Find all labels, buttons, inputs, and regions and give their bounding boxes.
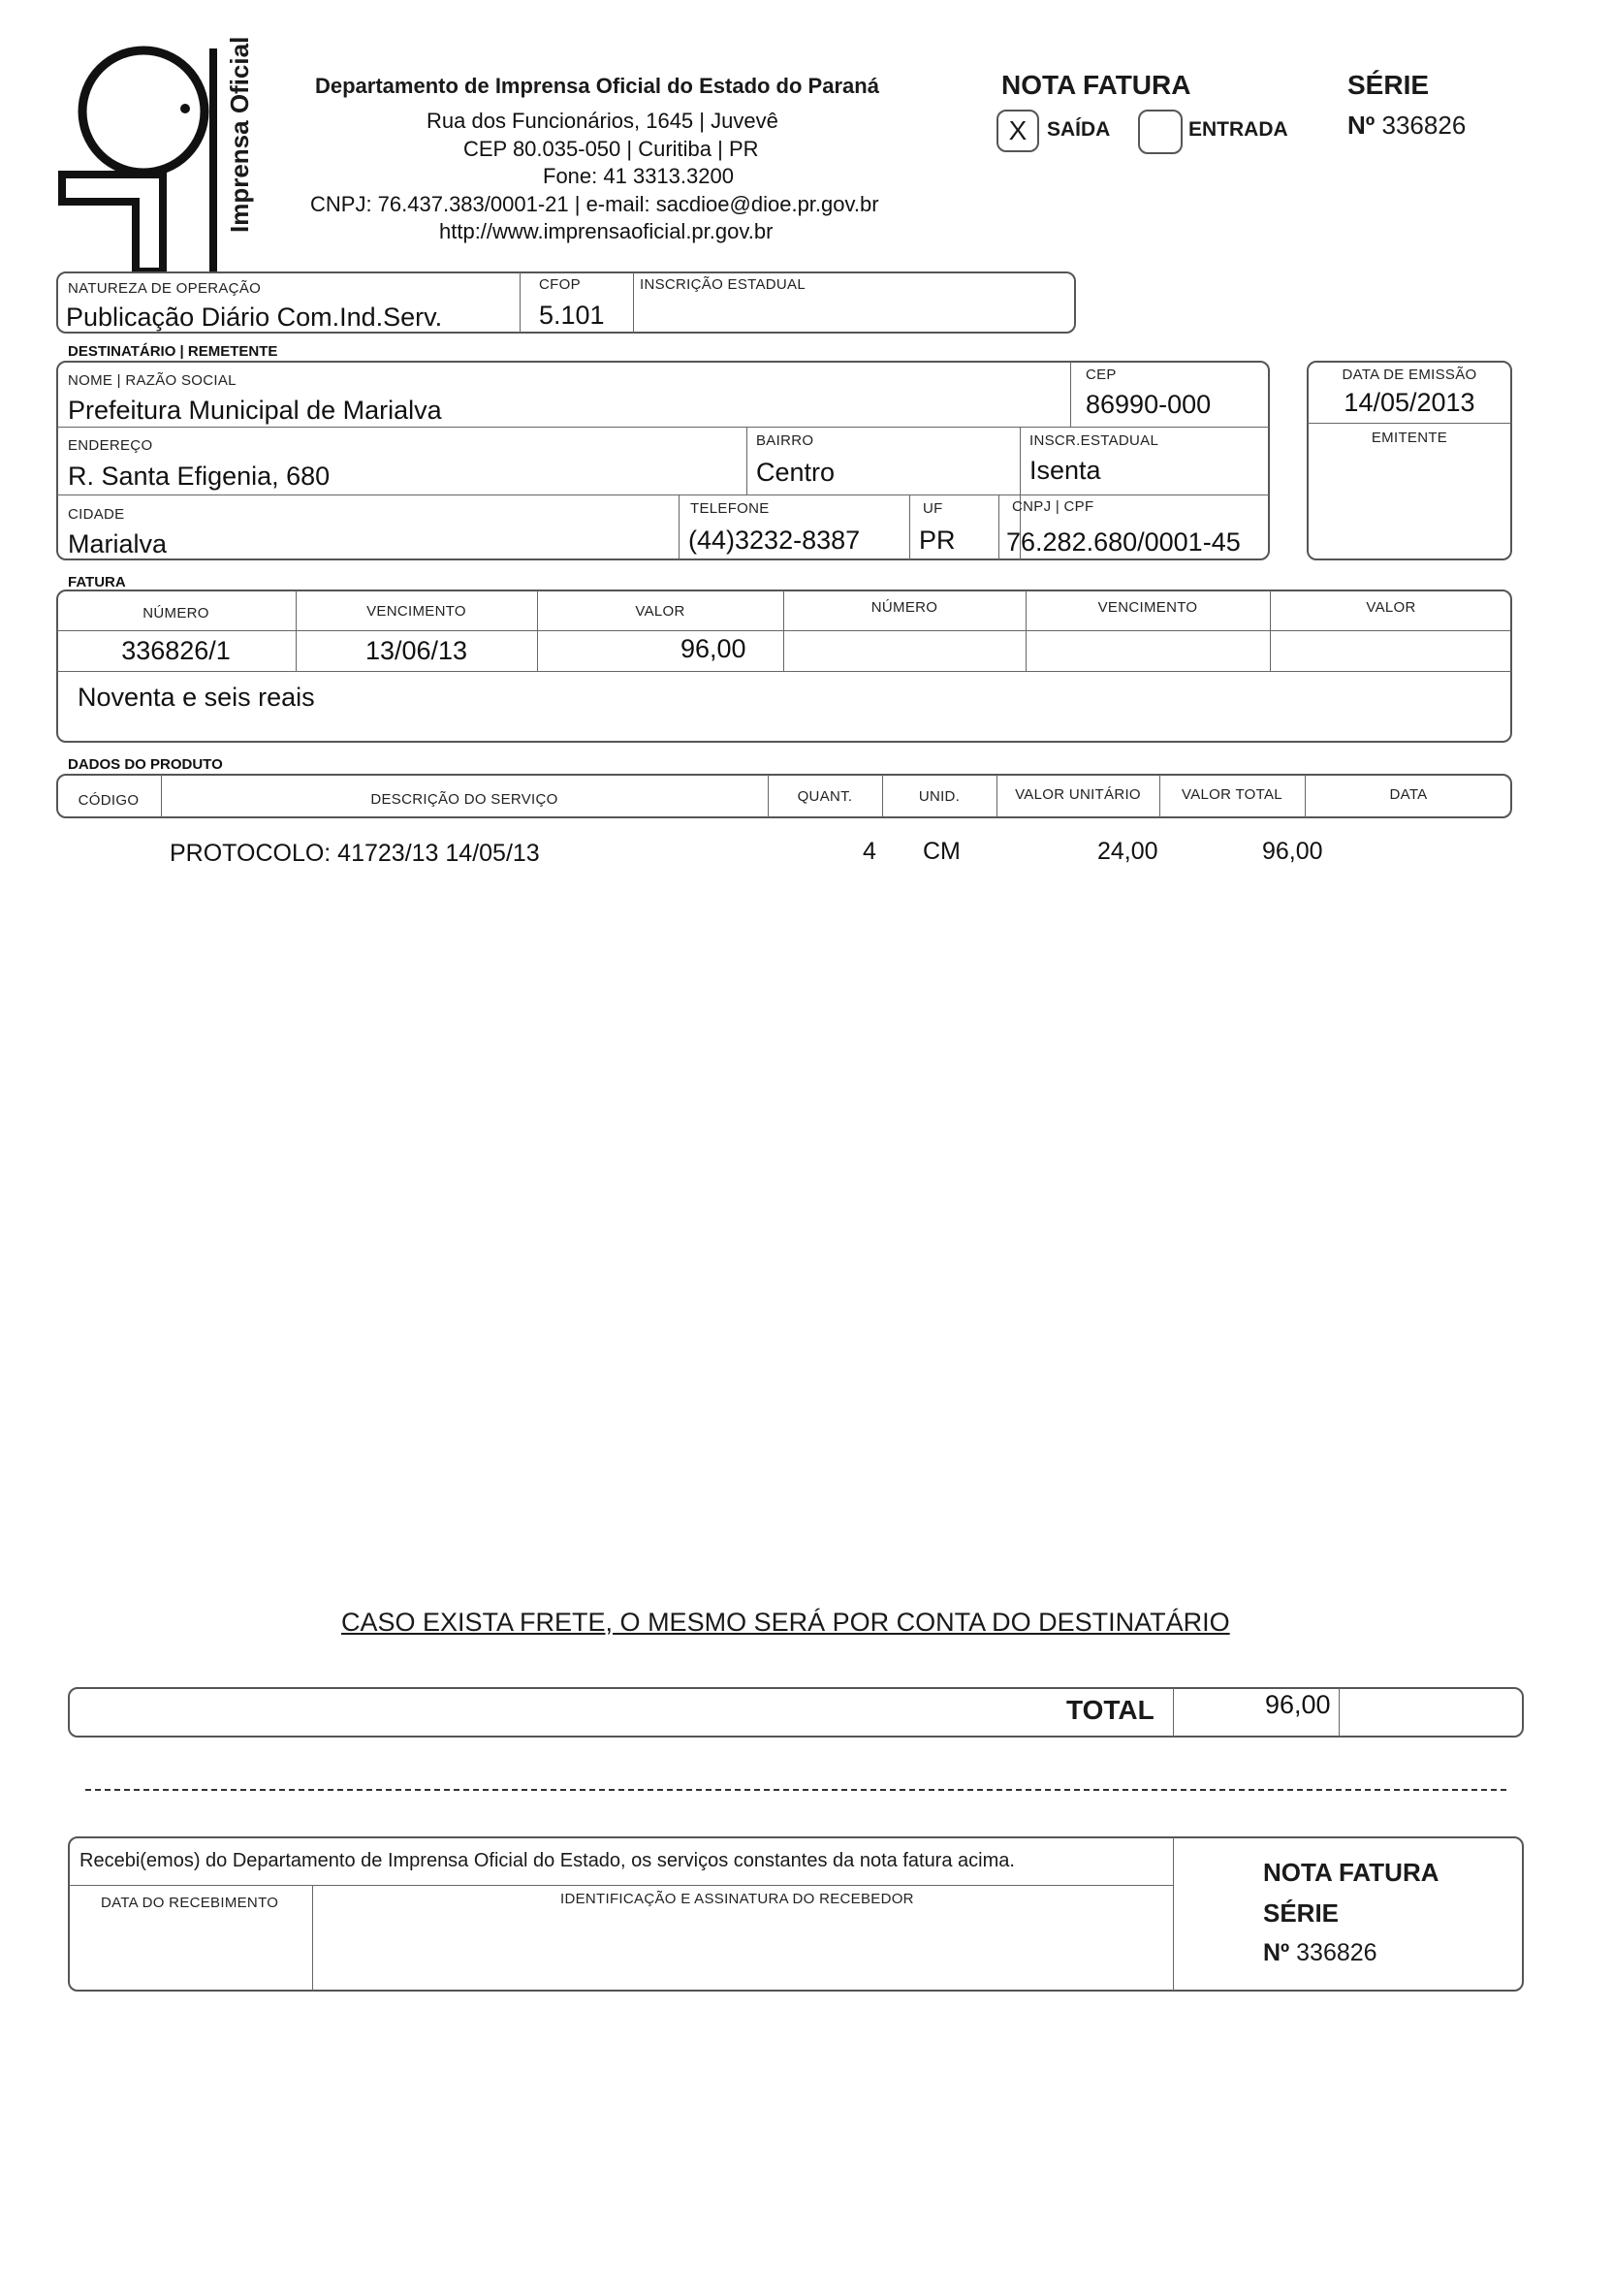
- cut-line: [85, 1789, 1506, 1791]
- item-quant: 4: [863, 838, 876, 865]
- serie-title: SÉRIE: [1347, 70, 1430, 100]
- saida-label: SAÍDA: [1047, 118, 1111, 141]
- fatura-extenso: Noventa e seis reais: [78, 683, 315, 712]
- numero-value: 336826: [1381, 111, 1467, 140]
- saida-check-mark: X: [1008, 115, 1028, 145]
- col-data: DATA: [1389, 786, 1428, 803]
- cfop-value: 5.101: [539, 301, 605, 330]
- recibo-signature-area[interactable]: [314, 1912, 1171, 1988]
- endereco-label: ENDEREÇO: [68, 437, 153, 454]
- col-descricao: DESCRIÇÃO DO SERVIÇO: [370, 791, 558, 808]
- nota-fatura-title: NOTA FATURA: [1001, 70, 1191, 100]
- cnpj-label: CNPJ | CPF: [1012, 498, 1094, 515]
- cep-value: 86990-000: [1086, 390, 1212, 419]
- fatura-valor: 96,00: [680, 634, 746, 663]
- recibo-date-area[interactable]: [70, 1912, 310, 1988]
- recibo-assinatura-label: IDENTIFICAÇÃO E ASSINATURA DO RECEBEDOR: [560, 1891, 914, 1907]
- telefone-label: TELEFONE: [690, 500, 770, 517]
- item-descricao: PROTOCOLO: 41723/13 14/05/13: [170, 840, 540, 867]
- logo: [56, 36, 254, 271]
- website-line: http://www.imprensaoficial.pr.gov.br: [439, 219, 774, 243]
- fatura-header-valor-1: VALOR: [635, 603, 685, 620]
- fatura-header-vencimento-2: VENCIMENTO: [1097, 599, 1198, 616]
- cep-label: CEP: [1086, 367, 1117, 383]
- entrada-checkbox[interactable]: [1138, 110, 1183, 154]
- endereco-value: R. Santa Efigenia, 680: [68, 462, 331, 491]
- data-emissao-value: 14/05/2013: [1344, 388, 1475, 417]
- cnpj-value: 76.282.680/0001-45: [1006, 527, 1241, 557]
- recibo-data-label: DATA DO RECEBIMENTO: [101, 1895, 279, 1911]
- saida-checkbox[interactable]: [996, 110, 1039, 152]
- total-value: 96,00: [1265, 1690, 1331, 1719]
- emitente-label: EMITENTE: [1371, 430, 1448, 446]
- entrada-label: ENTRADA: [1188, 118, 1288, 141]
- cidade-label: CIDADE: [68, 506, 125, 523]
- telefone-value: (44)3232-8387: [688, 526, 861, 555]
- fatura-numero: 336826/1: [121, 636, 231, 665]
- fatura-header-vencimento-1: VENCIMENTO: [366, 603, 466, 620]
- recibo-numero: [1263, 1939, 1377, 1967]
- col-quant: QUANT.: [797, 788, 853, 805]
- fatura-header-valor-2: VALOR: [1366, 599, 1416, 616]
- bairro-value: Centro: [756, 458, 836, 487]
- frete-notice: CASO EXISTA FRETE, O MESMO SERÁ POR CONTA DO DESTINATÁRIO: [341, 1608, 1230, 1637]
- item-valor-total: 96,00: [1262, 838, 1323, 865]
- natureza-label: NATUREZA DE OPERAÇÃO: [68, 280, 262, 297]
- data-emissao-label: DATA DE EMISSÃO: [1342, 367, 1477, 383]
- inscr-label: INSCR.ESTADUAL: [1029, 432, 1159, 449]
- logo-text: Imprensa Oficial: [225, 36, 254, 233]
- department-name: Departamento de Imprensa Oficial do Estado do Paraná: [315, 74, 879, 98]
- numero-label: Nº: [1347, 111, 1376, 140]
- col-unid: UNID.: [918, 788, 961, 805]
- cnpj-email-line: CNPJ: 76.437.383/0001-21 | e-mail: sacdioe@dioe.pr.gov.br: [310, 192, 879, 216]
- produto-title: DADOS DO PRODUTO: [68, 756, 223, 773]
- fatura-title: FATURA: [68, 574, 126, 590]
- nome-label: NOME | RAZÃO SOCIAL: [68, 372, 237, 389]
- recibo-numero-label: Nº: [1263, 1939, 1290, 1966]
- uf-label: UF: [923, 500, 943, 517]
- fatura-vencimento: 13/06/13: [364, 636, 468, 665]
- item-valor-unitario: 24,00: [1097, 838, 1158, 865]
- item-unid: CM: [923, 838, 961, 865]
- inscr-value: Isenta: [1029, 456, 1101, 485]
- recibo-text: Recebi(emos) do Departamento de Imprensa Oficial do Estado, os serviços constantes da nota fatura acima.: [79, 1850, 1015, 1871]
- recibo-nota-title: NOTA FATURA: [1263, 1858, 1439, 1887]
- inscricao-label: INSCRIÇÃO ESTADUAL: [640, 276, 806, 293]
- col-valor-unitario: VALOR UNITÁRIO: [1015, 786, 1141, 803]
- recibo-numero-value: 336826: [1296, 1939, 1377, 1966]
- fatura-header-numero-2: NÚMERO: [870, 599, 938, 616]
- cep-city-line: CEP 80.035-050 | Curitiba | PR: [463, 137, 759, 161]
- cidade-value: Marialva: [68, 529, 168, 558]
- bairro-label: BAIRRO: [756, 432, 814, 449]
- nome-value: Prefeitura Municipal de Marialva: [68, 396, 442, 425]
- col-codigo: CÓDIGO: [78, 792, 140, 809]
- natureza-value: Publicação Diário Com.Ind.Serv.: [66, 303, 443, 332]
- fatura-header-numero-1: NÚMERO: [142, 605, 209, 622]
- phone-line: Fone: 41 3313.3200: [543, 164, 734, 188]
- recibo-serie-title: SÉRIE: [1263, 1898, 1340, 1928]
- destinatario-title: DESTINATÁRIO | REMETENTE: [68, 343, 278, 360]
- cfop-label: CFOP: [539, 276, 581, 293]
- nota-number: [1347, 111, 1466, 141]
- address-line: Rua dos Funcionários, 1645 | Juvevê: [427, 109, 778, 133]
- uf-value: PR: [919, 526, 956, 555]
- total-label: TOTAL: [1066, 1695, 1154, 1725]
- col-valor-total: VALOR TOTAL: [1182, 786, 1282, 803]
- dioe-logo-icon: [56, 39, 250, 271]
